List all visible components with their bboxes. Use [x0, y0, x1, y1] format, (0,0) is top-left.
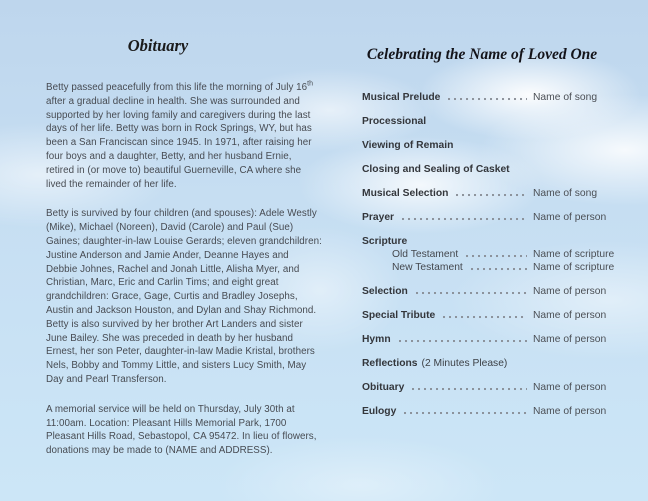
dotted-leader: [402, 211, 527, 224]
obituary-paragraph-1-post: after a gradual decline in health. She was surrounded and supported by her loving family and caregivers during the last days of her life. Betty was born in Rock Springs, WY, but has been a San Franciscan since 1945. In 1971, after raising her four boys and a daughter, Betty, and her husband Ernie, retired in (or move to) beautiful Guerneville, CA where she lived the remainder of her life.: [46, 95, 312, 190]
service-item-label: Selection: [362, 286, 408, 297]
dotted-leader: [471, 261, 527, 274]
service-item-label: Musical Selection: [362, 188, 449, 199]
dotted-leader: [466, 248, 527, 261]
dotted-leader: [416, 285, 527, 298]
service-item-row-reflections: [362, 357, 628, 370]
service-item-value: Name of person: [533, 334, 607, 345]
service-item-note: (2 Minutes Please): [421, 358, 508, 369]
service-subitem-label: Old Testament: [392, 249, 459, 260]
service-subitem-value: Name of scripture: [533, 249, 615, 260]
order-of-service-page: [362, 46, 628, 429]
service-item-row-hymn: [362, 333, 628, 346]
service-item-row-musical-selection: [362, 187, 628, 200]
obituary-title: Obituary: [127, 36, 189, 55]
obituary-paragraph-1-pre: Betty passed peacefully from this life the morning of July 16: [46, 82, 308, 93]
service-item-row-musical-prelude: [362, 91, 628, 104]
service-item-label: Scripture: [362, 236, 408, 247]
service-item-label: Musical Prelude: [362, 92, 441, 103]
service-subitem-row-new-testament: [362, 261, 628, 274]
service-item-label: Special Tribute: [362, 310, 436, 321]
service-item-label: Closing and Sealing of Casket: [362, 164, 510, 175]
service-item-row-selection: [362, 285, 628, 298]
dotted-leader: [412, 381, 527, 394]
dotted-leader: [443, 309, 527, 322]
dotted-leader: [404, 405, 527, 418]
service-item-row-viewing: [362, 139, 628, 152]
service-item-value: Name of person: [533, 406, 607, 417]
service-item-value: Name of person: [533, 212, 607, 223]
service-item-row-prayer: [362, 211, 628, 224]
service-title: Celebrating the Name of Loved One: [366, 46, 598, 63]
service-item-row-closing-casket: [362, 163, 628, 176]
service-item-value: Name of person: [533, 310, 607, 321]
service-item-label: Viewing of Remain: [362, 140, 454, 151]
service-item-label: Prayer: [362, 212, 395, 223]
service-item-label: Eulogy: [362, 406, 397, 417]
dotted-leader: [456, 187, 527, 200]
service-item-value: Name of song: [533, 92, 598, 103]
service-subitem-row-old-testament: [362, 248, 628, 261]
service-item-value: Name of person: [533, 382, 607, 393]
obituary-paragraph-2: Betty is survived by four children (and spouses): Adele Westly (Mike), Michael (Noreen), David (Carole) and Paul (Sue) Gaines; daughter-in-law Louise Gerards; eleven grandchildren: Justine Anderson and Jamie Ander, Deanne Hayes and Debbie Johnes, Rachel and Jonah Little, Alisha Myer, and Christian, Marc, Eric and Carlin Tims; and eight great grandchildren: Grace, Gage, Curtis and Bradley Josephs, Austin and Jackson Houston, and Dylan and Shay Richmond. Betty is also survived by her brother Art Landers and sister June Bailey. She was preceded in death by her husband Ernest, her son Peter, daughter-in-law Madie Kristal, brothers Nels, Bobby and Tommy Little, and sisters Lucy Smith, May Day and Pearl Transferson.: [46, 208, 322, 385]
service-item-row-obituary: [362, 381, 628, 394]
service-item-label: Processional: [362, 116, 427, 127]
obituary-paragraph-3: A memorial service will be held on Thursday, July 30th at 11:00am. Location: Pleasant Hills Memorial Park, 1700 Pleasant Hills Road, Sebastopol, CA 95472. In lieu of flowers, donations may be made to (NAME and ADDRESS).: [46, 403, 317, 457]
service-item-label: Hymn: [362, 334, 391, 345]
service-item-row-processional: [362, 115, 628, 128]
dotted-leader: [448, 91, 527, 104]
obituary-page: [46, 36, 322, 474]
service-subitem-label: New Testament: [392, 262, 463, 273]
ordinal-superscript: th: [307, 80, 314, 88]
service-item-label: Obituary: [362, 382, 405, 393]
service-item-value: Name of song: [533, 188, 598, 199]
service-item-value: Name of person: [533, 286, 607, 297]
service-item-row-special-tribute: [362, 309, 628, 322]
service-item-label: Reflections: [362, 358, 418, 369]
service-item-row-scripture: [362, 235, 628, 248]
service-item-row-eulogy: [362, 405, 628, 418]
service-subitem-value: Name of scripture: [533, 262, 615, 273]
dotted-leader: [399, 333, 527, 346]
obituary-paragraph-1: [46, 81, 322, 191]
